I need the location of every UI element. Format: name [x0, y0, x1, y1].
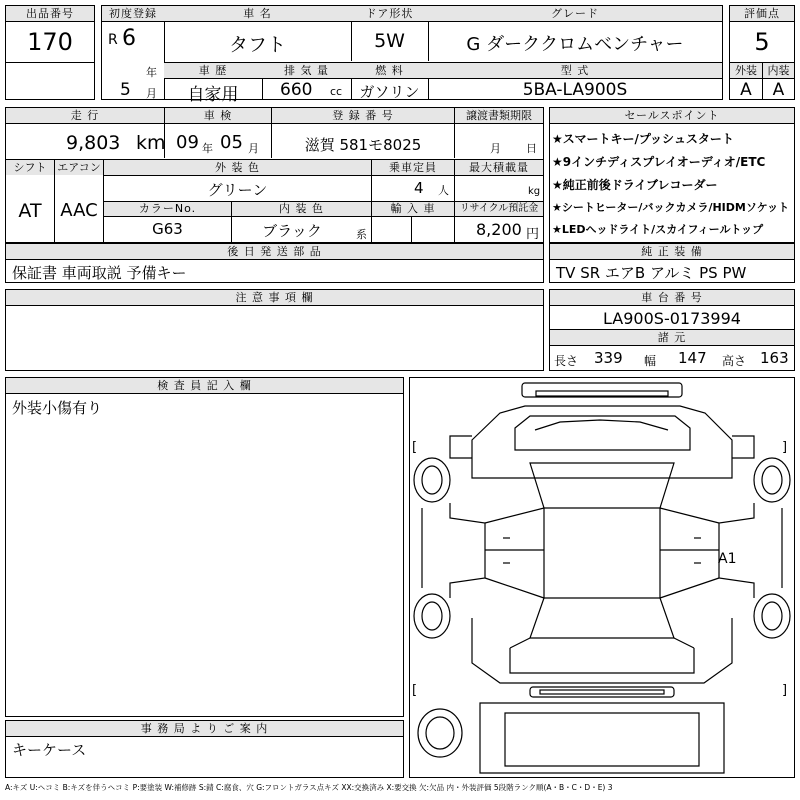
model-value: 5BA-LA900S — [522, 80, 628, 100]
inspection-year: 09 — [176, 132, 199, 153]
lot-value: 170 — [27, 28, 73, 56]
recycle-unit: 円 — [526, 227, 540, 242]
inspector-box — [5, 377, 404, 717]
office-value: キーケース — [12, 741, 87, 759]
sales-points-box — [549, 107, 795, 243]
vehicle-box — [101, 5, 723, 105]
shift-value: AT — [18, 200, 42, 222]
ext-color-label: 外 装 色 — [104, 160, 371, 175]
sales-point-item: ★シートヒーター/バックカメラ/HIDMソケット — [552, 201, 790, 214]
inspector-label: 検 査 員 記 入 欄 — [6, 378, 403, 394]
height-label: 高さ — [722, 354, 747, 368]
later-parts-value: 保証書 車両取説 予備キー — [12, 264, 187, 282]
model-label: 型 式 — [428, 63, 722, 78]
length-value: 339 — [594, 349, 623, 367]
door-value: 5W — [374, 30, 405, 52]
color-no-value: G63 — [152, 220, 183, 238]
later-parts-box — [5, 243, 544, 283]
interior-grade-value: A — [772, 80, 785, 100]
score-label: 評価点 — [730, 6, 794, 22]
max-load-unit: kg — [528, 186, 541, 197]
sales-point-item: ★LEDヘッドライト/スカイフィールトップ — [552, 223, 764, 236]
name-label: 車 名 — [164, 6, 351, 21]
width-value: 147 — [678, 349, 707, 367]
first-reg-year: 6 — [122, 26, 136, 51]
month-unit: 月 — [146, 87, 157, 100]
chassis-box — [549, 289, 795, 371]
displacement-unit: cc — [330, 85, 343, 98]
lot-label: 出品番号 — [6, 6, 94, 22]
seats-unit: 人 — [438, 184, 449, 197]
mileage-label: 走 行 — [6, 108, 164, 123]
grade-label: グレード — [428, 6, 722, 21]
transfer-month-unit: 月 — [490, 142, 501, 155]
legend-text: A:キズ U:ヘコミ B:キズを伴うヘコミ P:要塗装 W:補修跡 S:錆 C:腐食、穴 G:フロントガラス点キズ XX:交換済み X:要交換 欠:欠品 内・外装評価 5段階ランク順(A・B・C・D・E) 3 — [5, 783, 613, 792]
chassis-label: 車 台 番 号 — [550, 290, 794, 306]
plate-value: 滋賀 581モ8025 — [304, 136, 422, 154]
notes-label: 注 意 事 項 欄 — [6, 290, 543, 306]
office-box — [5, 720, 404, 778]
int-color-label: 内 装 色 — [232, 202, 371, 216]
inspection-month-unit: 月 — [248, 142, 259, 155]
displacement-label: 排 気 量 — [262, 63, 351, 78]
era-label: R — [108, 32, 118, 48]
later-parts-label: 後 日 発 送 部 品 — [6, 244, 543, 260]
color-no-label: カラーNo. — [104, 202, 231, 216]
exterior-grade-label: 外装 — [730, 63, 762, 78]
ac-label: エアコン — [55, 160, 103, 175]
bracket-left-top: [ — [412, 440, 418, 455]
ac-value: AAC — [60, 200, 98, 221]
sales-point-item: ★スマートキー/プッシュスタート — [552, 132, 734, 146]
history-label: 車 歴 — [164, 63, 262, 78]
recycle-value: 8,200 — [476, 220, 522, 239]
inspection-month: 05 — [220, 132, 243, 153]
damage-annotation: A1 — [718, 551, 737, 567]
genuine-equipment-box — [549, 243, 795, 283]
office-label: 事 務 局 よ り ご 案 内 — [6, 721, 403, 737]
car-name: タフト — [228, 34, 286, 56]
lot-box — [5, 5, 95, 100]
first-reg-label: 初度登録 — [102, 6, 164, 21]
displacement-value: 660 — [280, 80, 313, 100]
sales-point-item: ★9インチディスプレイオーディオ/ETC — [552, 155, 766, 169]
bracket-right-bottom: ] — [782, 683, 788, 698]
recycle-label: リサイクル預託金 — [455, 202, 543, 216]
door-label: ドア形状 — [351, 6, 428, 21]
fuel-label: 燃 料 — [351, 63, 428, 78]
plate-label: 登 録 番 号 — [272, 108, 454, 123]
import-label: 輸 入 車 — [372, 202, 454, 216]
notes-box — [5, 289, 544, 371]
grade-value: G ダーククロムベンチャー — [466, 34, 684, 55]
sales-points-label: セールスポイント — [550, 108, 794, 124]
int-color-value: ブラック — [262, 222, 322, 240]
width-label: 幅 — [644, 354, 657, 368]
score-value: 5 — [754, 28, 770, 56]
inspection-year-unit: 年 — [202, 142, 213, 155]
ext-color-value: グリーン — [207, 181, 268, 199]
score-box — [729, 5, 795, 100]
chassis-value: LA900S-0173994 — [603, 309, 741, 328]
transfer-label: 譲渡書類期限 — [455, 108, 543, 123]
seats-value: 4 — [414, 179, 424, 197]
specs-label: 諸 元 — [550, 330, 794, 345]
year-unit: 年 — [146, 66, 157, 79]
int-color-suffix: 系 — [356, 228, 367, 241]
inspection-label: 車 検 — [165, 108, 271, 123]
details-box — [5, 107, 544, 243]
car-diagram-box — [409, 377, 795, 778]
bracket-right-top: ] — [782, 440, 788, 455]
transfer-day-unit: 日 — [526, 142, 537, 155]
car-diagram — [410, 378, 794, 777]
inspector-value: 外装小傷有り — [12, 399, 103, 417]
shift-label: シフト — [6, 160, 54, 175]
mileage-value: 9,803 — [66, 132, 121, 154]
sales-point-item: ★純正前後ドライブレコーダー — [552, 178, 718, 192]
genuine-equipment-value: TV SR エアB アルミ PS PW — [556, 264, 747, 282]
first-reg-month: 5 — [120, 80, 131, 100]
length-label: 長さ — [554, 354, 579, 368]
max-load-label: 最大積載量 — [455, 160, 543, 175]
genuine-equipment-label: 純 正 装 備 — [550, 244, 794, 260]
mileage-unit: km — [136, 132, 166, 154]
exterior-grade-value: A — [740, 80, 752, 100]
history-value: 自家用 — [187, 85, 239, 105]
height-value: 163 — [760, 349, 789, 367]
seats-label: 乗車定員 — [372, 160, 454, 175]
interior-grade-label: 内装 — [763, 63, 794, 78]
fuel-value: ガソリン — [359, 83, 420, 101]
bracket-left-bottom: [ — [412, 683, 418, 698]
